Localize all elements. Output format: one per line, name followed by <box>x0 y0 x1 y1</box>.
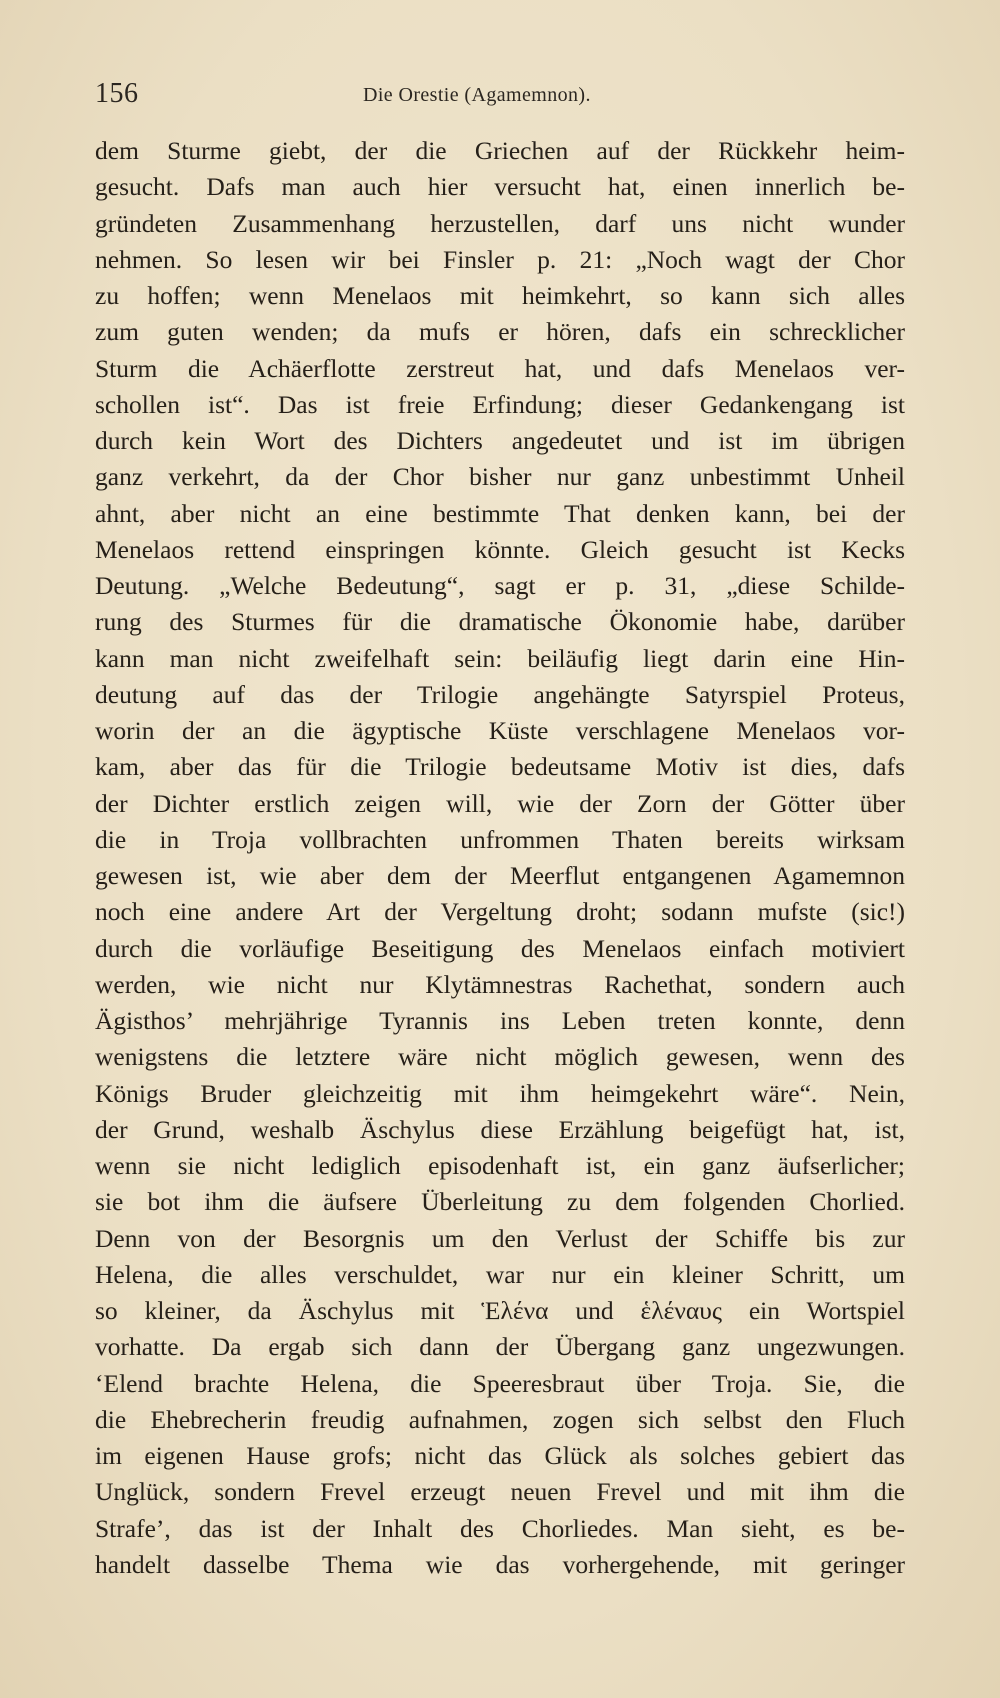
text-line: kann man nicht zweifelhaft sein: beiläufig liegt darin eine Hin- <box>95 643 905 673</box>
text-line: worin der an die ägyptische Küste verschlagene Menelaos vor- <box>95 716 905 745</box>
text-line: dem Sturme giebt, der die Griechen auf der Rückkehr heim- <box>95 136 905 165</box>
body-text <box>95 133 905 1583</box>
text-line: gewesen ist, wie aber dem der Meerflut entgangenen Agamemnon <box>95 861 905 890</box>
text-line: Sturm die Achäerflotte zerstreut hat, und dafs Menelaos ver- <box>95 353 905 383</box>
text-line: Strafe’, das ist der Inhalt des Chorliedes. Man sieht, es be- <box>95 1513 905 1543</box>
text-line: werden, wie nicht nur Klytämnestras Rachethat, sondern auch <box>95 969 905 999</box>
running-head <box>95 78 905 118</box>
text-line: im eigenen Hause grofs; nicht das Glück als solches gebiert das <box>95 1441 905 1470</box>
text-line: durch kein Wort des Dichters angedeutet und ist im übrigen <box>95 426 905 455</box>
text-line: vorhatte. Da ergab sich dann der Übergang ganz ungezwungen. <box>95 1332 905 1362</box>
text-line: kam, aber das für die Trilogie bedeutsame Motiv ist dies, dafs <box>95 752 905 782</box>
text-line: zu hoffen; wenn Menelaos mit heimkehrt, so kann sich alles <box>95 281 905 310</box>
text-line: Königs Bruder gleichzeitig mit ihm heimgekehrt wäre“. Nein, <box>95 1078 905 1108</box>
text-line: wenn sie nicht lediglich episodenhaft ist, ein ganz äufserlicher; <box>95 1151 905 1180</box>
text-line: gesucht. Dafs man auch hier versucht hat, einen innerlich be- <box>95 172 905 202</box>
text-line: Ägisthos’ mehrjährige Tyrannis ins Leben treten konnte, denn <box>95 1006 905 1035</box>
text-line: die Ehebrecherin freudig aufnahmen, zogen sich selbst den Fluch <box>95 1404 905 1434</box>
text-line: handelt dasselbe Thema wie das vorhergehende, mit geringer <box>95 1549 905 1579</box>
text-line: ‘Elend brachte Helena, die Speeresbraut über Troja. Sie, die <box>95 1368 905 1398</box>
text-line: ganz verkehrt, da der Chor bisher nur ganz unbestimmt Unheil <box>95 462 905 492</box>
text-line: der Grund, weshalb Äschylus diese Erzählung beigefügt hat, ist, <box>95 1114 905 1144</box>
text-line: zum guten wenden; da mufs er hören, dafs ein schrecklicher <box>95 317 905 347</box>
text-line: Menelaos rettend einspringen könnte. Gleich gesucht ist Kecks <box>95 534 905 564</box>
text-line: noch eine andere Art der Vergeltung droht; sodann mufste (sic!) <box>95 897 905 927</box>
text-line: schollen ist“. Das ist freie Erfindung; dieser Gedankengang ist <box>95 389 905 419</box>
text-line: nehmen. So lesen wir bei Finsler p. 21: „Noch wagt der Chor <box>95 244 905 274</box>
text-line: Denn von der Besorgnis um den Verlust der Schiffe bis zur <box>95 1223 905 1253</box>
running-title: Die Orestie (Agamemnon). <box>363 84 591 106</box>
text-line: Helena, die alles verschuldet, war nur ein kleiner Schritt, um <box>95 1259 905 1289</box>
text-line: gründeten Zusammenhang herzustellen, darf uns nicht wunder <box>95 208 905 238</box>
text-line: sie bot ihm die äufsere Überleitung zu dem folgenden Chorlied. <box>95 1187 905 1217</box>
text-line: der Dichter erstlich zeigen will, wie der Zorn der Götter über <box>95 788 905 818</box>
text-line: Deutung. „Welche Bedeutung“, sagt er p. 31, „diese Schilde- <box>95 571 905 600</box>
text-line: Unglück, sondern Frevel erzeugt neuen Frevel und mit ihm die <box>95 1477 905 1507</box>
text-line: die in Troja vollbrachten unfrommen Thaten bereits wirksam <box>95 824 905 854</box>
text-line: rung des Sturmes für die dramatische Ökonomie habe, darüber <box>95 607 905 637</box>
text-line: durch die vorläufige Beseitigung des Menelaos einfach motiviert <box>95 933 905 963</box>
text-line: so kleiner, da Äschylus mit Ἑλένα und ἑλέναυς ein Wortspiel <box>95 1296 905 1325</box>
text-line: deutung auf das der Trilogie angehängte Satyrspiel Proteus, <box>95 679 905 709</box>
text-line: wenigstens die letztere wäre nicht möglich gewesen, wenn des <box>95 1042 905 1072</box>
text-line: ahnt, aber nicht an eine bestimmte That denken kann, bei der <box>95 498 905 528</box>
page-number: 156 <box>95 78 139 109</box>
